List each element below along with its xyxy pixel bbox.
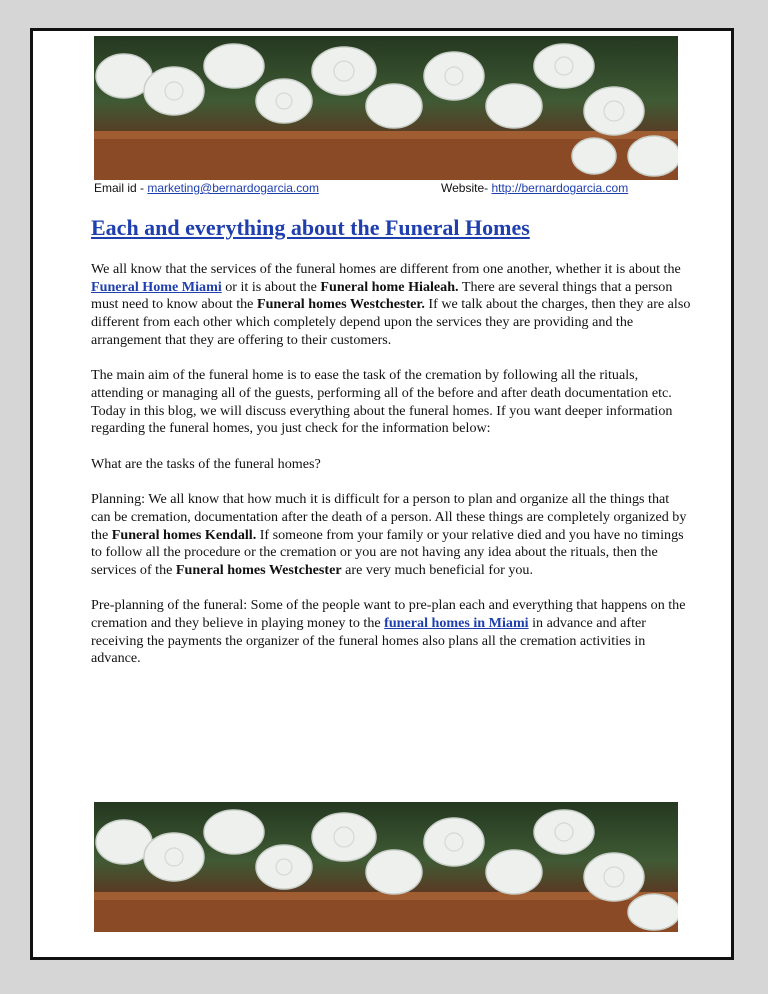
website-line [441, 181, 628, 195]
footer-roses-image [94, 802, 678, 932]
text-span: in advance and after receiving the payments the organizer of the funeral homes also plans all the cremation activities in advance. [91, 615, 646, 667]
text-span: Planning: We all know that how much it is difficult for a person to plan and organize all the things that can be cremation, documentation after the death of a person. All these things are completely organized by the [91, 491, 687, 543]
bold-text: Funeral homes Kendall. [111, 526, 257, 543]
text-span: Pre-planning of the funeral: Some of the people want to pre-plan each and everything that happens on the cremation and they believe in playing money to the [91, 597, 686, 631]
paragraph-planning [91, 491, 691, 580]
document-page [30, 28, 734, 960]
bold-text: Funeral homes Westchester [175, 561, 342, 578]
text-span: or it is about the [221, 278, 321, 295]
email-link[interactable]: marketing@bernardogarcia.com [147, 181, 319, 195]
header-roses-image [94, 36, 678, 180]
text-span: If we talk about the charges, then they are also different from each other which completely depend upon the services they are providing and the arrangement that they are offering to their customers. [91, 296, 691, 348]
paragraph-question: What are the tasks of the funeral homes? [91, 455, 321, 472]
page-title: Each and everything about the Funeral Homes [91, 215, 530, 240]
funeral-home-miami-link[interactable]: Funeral Home Miami [91, 278, 222, 295]
paragraph-pre-planning [91, 597, 691, 668]
text-span: We all know that the services of the funeral homes are different from one another, whether it is about the [91, 261, 681, 277]
article-body [91, 261, 691, 686]
bold-text: Funeral homes Westchester. [256, 296, 425, 313]
website-link[interactable]: http://bernardogarcia.com [491, 181, 629, 195]
website-label: Website- [441, 181, 492, 195]
email-line [94, 181, 319, 195]
text-span: There are several things that a person must need to know about the [91, 278, 673, 313]
email-label: Email id - [94, 181, 148, 195]
text-span: If someone from your family or your relative died and you have no timings to follow all the procedure or the cremation or you are not having any idea about the rituals, then the services of the [91, 526, 684, 578]
paragraph-main-aim: The main aim of the funeral home is to ease the task of the cremation by following all the rituals, attending or managing all of the guests, performing all of the before and after death documentation etc. Today in this blog, we will discuss everything about the funeral homes. If you want deeper information regarding the funeral homes, you just check for the information below: [91, 367, 673, 437]
paragraph-intro [91, 261, 691, 350]
funeral-homes-in-miami-link[interactable]: funeral homes in Miami [384, 615, 529, 631]
bold-text: Funeral home Hialeah. [320, 278, 459, 295]
text-span: are very much beneficial for you. [341, 561, 533, 578]
